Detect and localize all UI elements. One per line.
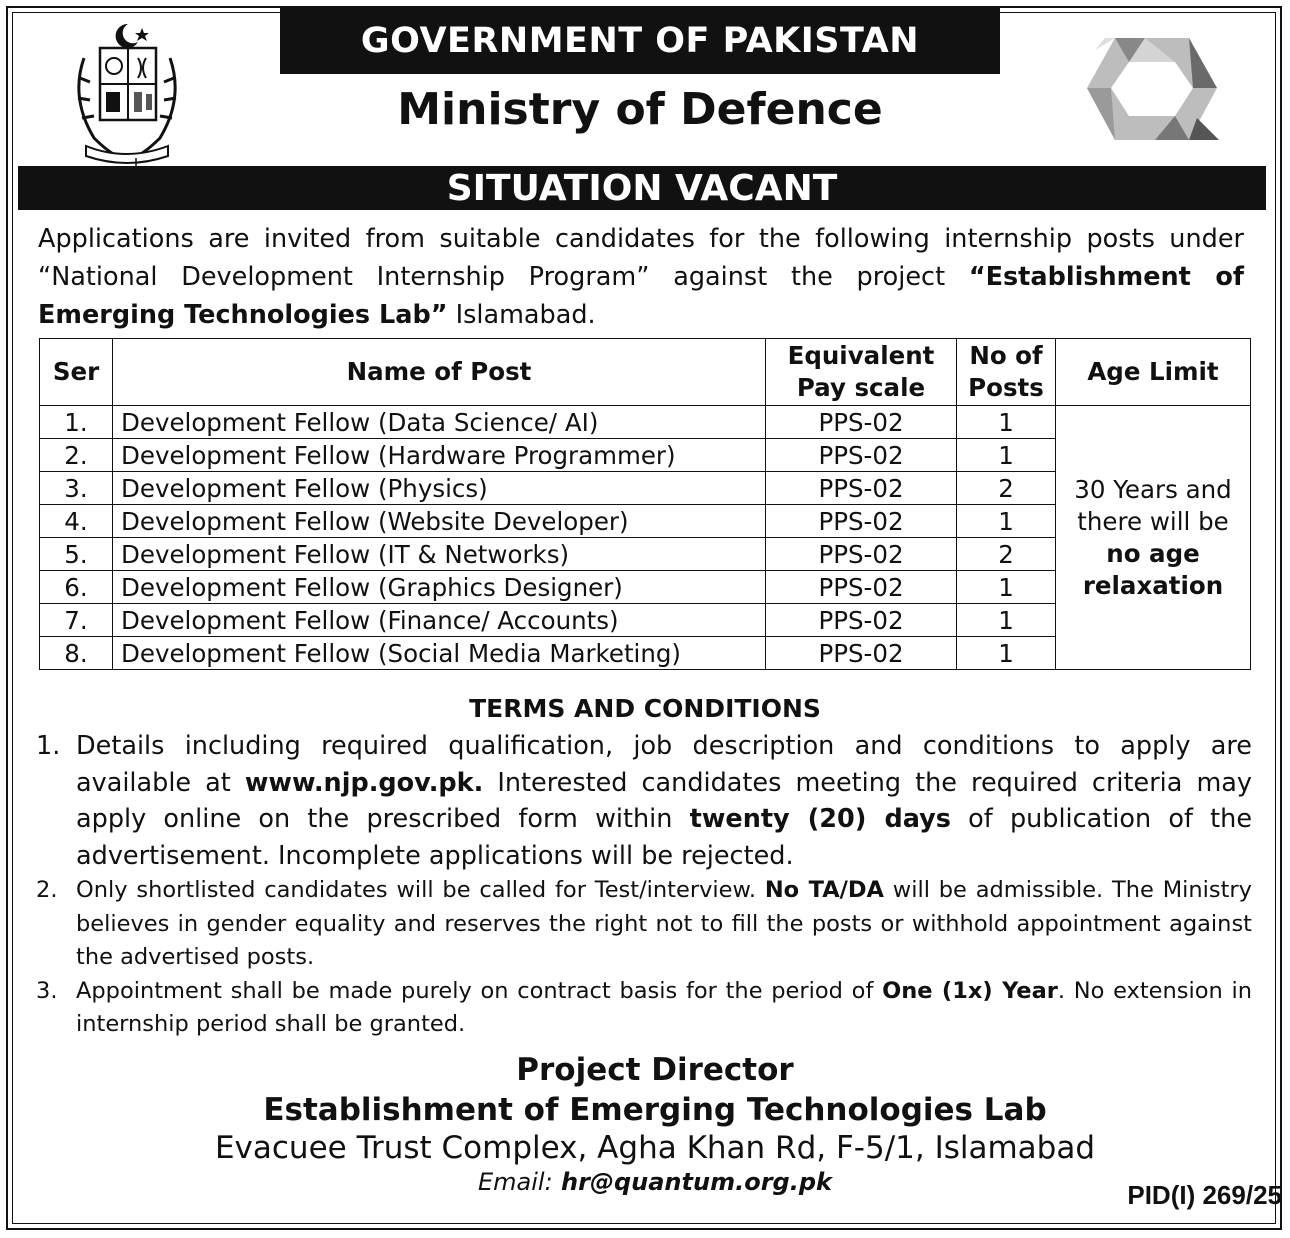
ministry-title: Ministry of Defence <box>397 84 883 135</box>
cell-ser: 6. <box>40 571 113 604</box>
terms-item-3 <box>36 975 1252 1042</box>
terms-title: TERMS AND CONDITIONS <box>469 694 821 723</box>
cell-age-limit <box>1056 406 1251 670</box>
header-ser: Ser <box>40 339 113 406</box>
posts-table <box>39 338 1251 670</box>
cell-pay-scale: PPS-02 <box>766 604 957 637</box>
terms-text: Appointment shall be made purely on contract basis for the period of <box>76 977 883 1004</box>
terms-item-number: 2. <box>36 877 58 903</box>
cell-post-name: Development Fellow (Social Media Marketing) <box>113 637 766 670</box>
cell-post-name: Development Fellow (Graphics Designer) <box>113 571 766 604</box>
contract-period: One (1x) Year <box>882 977 1058 1004</box>
terms-item-number: 1. <box>36 731 61 761</box>
header-pay-line2: Pay scale <box>796 373 926 402</box>
cell-no-of-posts: 1 <box>957 439 1056 472</box>
email-address-link[interactable]: hr@quantum.org.pk <box>561 1168 832 1196</box>
terms-text: Only shortlisted candidates will be called for Test/interview. <box>76 877 765 903</box>
terms-text: will be admissible. The Ministry believes in gender equality and reserves the right not to fill the posts or withhold appointment against the advertised posts. <box>76 877 1252 970</box>
terms-text: . No extension in internship period shall be granted. <box>76 977 1253 1037</box>
age-bold2: relaxation <box>1082 570 1224 600</box>
cell-pay-scale: PPS-02 <box>766 538 957 571</box>
pid-reference: PID(I) 269/25 <box>1127 1180 1282 1210</box>
age-line2: there will be <box>1077 506 1229 536</box>
header-no-of-posts <box>957 339 1056 406</box>
cell-no-of-posts: 1 <box>957 604 1056 637</box>
header-name-of-post: Name of Post <box>113 339 766 406</box>
header-pay-line1: Equivalent <box>787 341 935 370</box>
cell-no-of-posts: 1 <box>957 406 1056 439</box>
application-deadline: twenty (20) days <box>689 804 951 834</box>
cell-post-name: Development Fellow (Website Developer) <box>113 505 766 538</box>
terms-item-number: 3. <box>36 977 58 1004</box>
cell-ser: 7. <box>40 604 113 637</box>
cell-pay-scale: PPS-02 <box>766 439 957 472</box>
header-posts-line2: Posts <box>968 373 1044 402</box>
intro-text-2: Islamabad. <box>447 300 596 330</box>
terms-item-1 <box>36 728 1252 874</box>
terms-text: of publication of the advertisement. Incomplete applications will be rejected. <box>76 804 1253 871</box>
intro-text-1: Applications are invited from suitable candidates for the following internship posts under “National Development Internship Program” against the project <box>38 224 1244 292</box>
cell-pay-scale: PPS-02 <box>766 637 957 670</box>
header-posts-line1: No of <box>969 341 1043 370</box>
terms-text: Details including required qualification, job description and conditions to apply are available at <box>76 731 1252 798</box>
cell-no-of-posts: 1 <box>957 505 1056 538</box>
government-banner: GOVERNMENT OF PAKISTAN <box>280 8 1000 74</box>
state-emblem-icon <box>66 18 188 178</box>
no-ta-da-notice: No TA/DA <box>764 877 884 903</box>
signature-title: Project Director <box>516 1052 794 1088</box>
cell-no-of-posts: 1 <box>957 637 1056 670</box>
cell-post-name: Development Fellow (Finance/ Accounts) <box>113 604 766 637</box>
njp-website-link[interactable]: www.njp.gov.pk. <box>244 767 484 798</box>
terms-text: Interested candidates meeting the required criteria may apply online on the prescribed form within <box>76 767 1252 834</box>
cell-pay-scale: PPS-02 <box>766 472 957 505</box>
cell-ser: 8. <box>40 637 113 670</box>
signature-organization: Establishment of Emerging Technologies Lab <box>263 1092 1047 1128</box>
cell-pay-scale: PPS-02 <box>766 406 957 439</box>
cell-ser: 5. <box>40 538 113 571</box>
cell-post-name: Development Fellow (Physics) <box>113 472 766 505</box>
intro-project-name: “Establishment of Emerging Technologies Lab” <box>38 262 1244 330</box>
cell-post-name: Development Fellow (Data Science/ AI) <box>113 406 766 439</box>
table-header-row <box>40 339 1251 406</box>
terms-list <box>36 728 1252 1042</box>
age-bold1: no age <box>1106 538 1200 568</box>
cell-ser: 4. <box>40 505 113 538</box>
situation-vacant-banner: SITUATION VACANT <box>18 166 1266 210</box>
header-pay-scale <box>766 339 957 406</box>
table-row <box>40 406 1251 439</box>
signature-address: Evacuee Trust Complex, Agha Khan Rd, F-5/1, Islamabad <box>214 1130 1096 1166</box>
cell-no-of-posts: 2 <box>957 538 1056 571</box>
intro-paragraph <box>38 220 1244 334</box>
cell-post-name: Development Fellow (IT & Networks) <box>113 538 766 571</box>
cell-no-of-posts: 1 <box>957 571 1056 604</box>
age-line1: 30 Years and <box>1074 474 1232 504</box>
cell-ser: 2. <box>40 439 113 472</box>
header-age-limit: Age Limit <box>1056 339 1251 406</box>
terms-item-2 <box>36 874 1252 975</box>
cell-post-name: Development Fellow (Hardware Programmer) <box>113 439 766 472</box>
cell-pay-scale: PPS-02 <box>766 571 957 604</box>
cell-ser: 3. <box>40 472 113 505</box>
cell-ser: 1. <box>40 406 113 439</box>
cell-no-of-posts: 2 <box>957 472 1056 505</box>
cell-pay-scale: PPS-02 <box>766 505 957 538</box>
email-label: Email: <box>478 1168 553 1196</box>
hexagon-triangle-logo-icon <box>1085 36 1219 142</box>
